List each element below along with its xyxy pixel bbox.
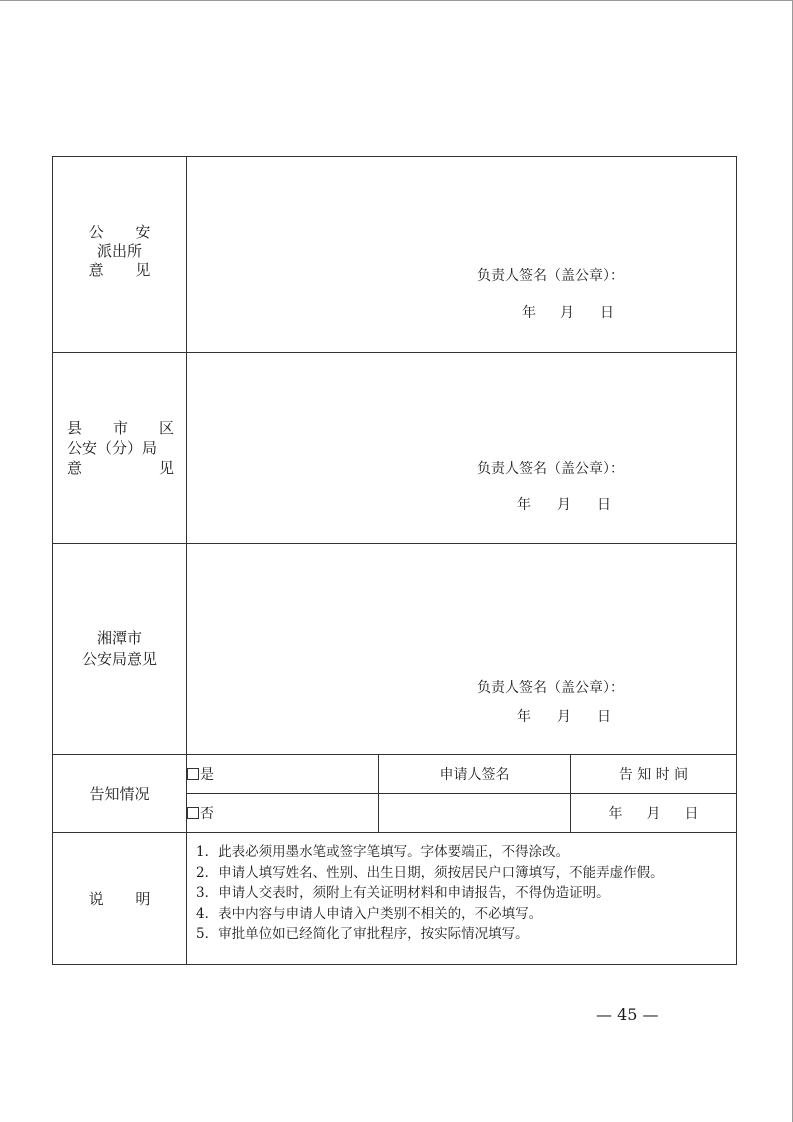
applicant-signature-header: 申请人签名 <box>379 755 571 794</box>
date-month: 月 <box>646 806 661 822</box>
list-item: 4．表中内容与申请人申请入户类别不相关的，不必填写。 <box>196 905 543 922</box>
signature-label: 负责人签名（盖公章）： <box>477 461 624 477</box>
notes-list <box>187 833 736 945</box>
date-day: 日 <box>597 709 611 725</box>
date-day: 日 <box>597 497 611 513</box>
police-station-label <box>53 157 187 353</box>
label-line: 公安（分）局 <box>67 439 158 457</box>
checkbox-no[interactable] <box>187 807 199 819</box>
label-line: 意 见 <box>88 261 164 279</box>
option-yes-label: 是 <box>200 767 214 783</box>
date-month: 月 <box>557 497 571 513</box>
label-line: 湘潭市 <box>96 629 142 647</box>
county-bureau-label <box>53 353 187 544</box>
notification-row-1 <box>53 755 737 794</box>
signature-label: 负责人签名（盖公章）： <box>477 268 624 284</box>
date-month: 月 <box>560 305 574 321</box>
checkbox-yes[interactable] <box>187 768 199 780</box>
label-line: 县 市 区 <box>67 419 174 437</box>
date-year: 年 <box>517 497 531 513</box>
list-item: 5．审批单位如已经简化了审批程序，按实际情况填写。 <box>196 926 529 942</box>
list-item: 1．此表必须用墨水笔或签字笔填写。字体要端正，不得涂改。 <box>196 844 570 860</box>
date-year: 年 <box>517 709 531 725</box>
date-year: 年 <box>522 305 536 321</box>
label-line: 意 见 <box>67 459 174 477</box>
label-line: 公 安 <box>88 223 164 241</box>
date-day: 日 <box>684 806 699 822</box>
option-no[interactable] <box>187 794 379 833</box>
signature-label: 负责人签名（盖公章）： <box>477 680 624 696</box>
date-year: 年 <box>608 806 623 822</box>
police-station-opinion-area[interactable] <box>187 157 737 353</box>
option-yes[interactable] <box>187 755 379 794</box>
applicant-signature-field[interactable] <box>379 794 571 833</box>
label-line: 公安局意见 <box>81 650 157 668</box>
notify-time-field[interactable] <box>571 794 737 833</box>
city-bureau-label <box>53 544 187 755</box>
page-edge-top <box>0 0 793 1</box>
notes-label: 说 明 <box>53 833 187 965</box>
notes-row <box>53 833 737 965</box>
page-number: — 45 — <box>596 1005 659 1024</box>
date-month: 月 <box>557 709 571 725</box>
notify-time-header: 告 知 时 间 <box>571 755 737 794</box>
county-bureau-opinion-area[interactable] <box>187 353 737 544</box>
city-bureau-row <box>53 544 737 755</box>
notification-label: 告知情况 <box>53 755 187 833</box>
date-line <box>517 706 611 726</box>
police-station-row <box>53 157 737 353</box>
approval-form-table <box>52 156 737 965</box>
date-line <box>517 494 611 514</box>
date-line <box>522 302 614 322</box>
list-item: 2．申请人填写姓名、性别、出生日期，须按居民户口簿填写，不能弄虚作假。 <box>196 864 664 881</box>
option-no-label: 否 <box>200 806 214 822</box>
notes-content <box>187 833 737 965</box>
list-item: 3．申请人交表时，须附上有关证明材料和申请报告，不得伪造证明。 <box>196 885 610 901</box>
label-line: 派出所 <box>96 242 142 260</box>
county-bureau-row <box>53 353 737 544</box>
date-day: 日 <box>600 305 614 321</box>
city-bureau-opinion-area[interactable] <box>187 544 737 755</box>
